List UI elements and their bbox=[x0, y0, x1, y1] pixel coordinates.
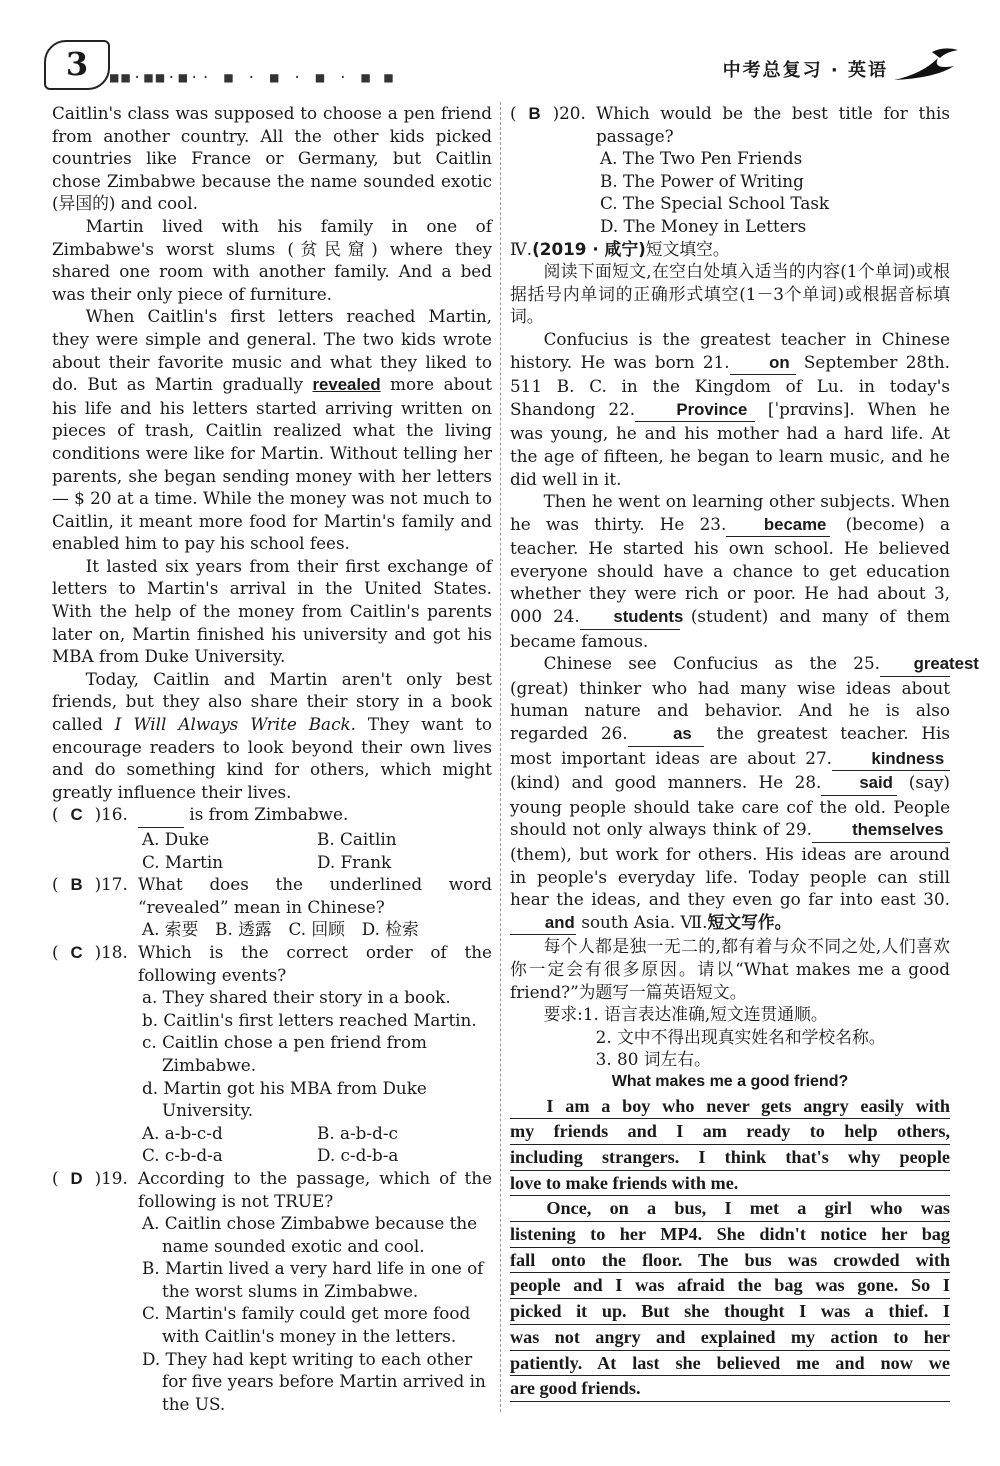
essay-title: What makes me a good friend? bbox=[611, 1072, 849, 1090]
event-item: b. Caitlin's first letters reached Martin. bbox=[142, 1009, 477, 1030]
underlined-word: revealed bbox=[312, 375, 381, 395]
question-16: ( C )16. is from Zimbabwe. A. Duke B. Caitlin C. Martin D. Frank bbox=[52, 803, 492, 873]
cloze-paragraph: Then he went on learning other subjects. When he was thirty. He 23. became (become) a teacher. He started his own school. He believed everyone should have a chance to get education whether they were rich or poor. He had about 3, 000 24. students (student) and many of them became famous. bbox=[510, 491, 950, 651]
essay-line: including strangers. I think that's why people bbox=[510, 1145, 950, 1171]
option: B. The Power of Writing bbox=[600, 170, 804, 191]
answer-17: B bbox=[70, 875, 83, 895]
option: C. Martin's family could get more food with Caitlin's money in the letters. bbox=[142, 1303, 471, 1347]
question-20: ( B )20. Which would be the best title for this passage? A. The Two Pen Friends B. The Power of Writing C. The Special School Task D. The Money in Letters bbox=[510, 103, 950, 236]
essay-line: picked it up. But she thought I was a thief. I bbox=[510, 1299, 950, 1325]
passage-paragraph: Martin lived with his family in one of Zimbabwe's worst slums (贫民窟) where they shared one room with another family. And a bed was their only piece of furniture. bbox=[52, 215, 492, 304]
essay-line: people and I was afraid the bag was gone. So I bbox=[510, 1273, 950, 1299]
section-7-heading: Ⅶ.短文写作。 bbox=[680, 911, 792, 932]
essay-line: patiently. At last she believed me and now we bbox=[510, 1351, 950, 1377]
option: D. They had kept writing to each other for five years before Martin arrived in the US. bbox=[142, 1348, 486, 1414]
header-title: 中考总复习 · 英语 bbox=[722, 60, 888, 81]
option: B. a-b-d-c bbox=[317, 1122, 398, 1143]
option: A. Duke bbox=[142, 829, 210, 849]
decorative-dots: ■■·■■·■·· ■ · ■ · ■ · ■ ■ bbox=[110, 70, 396, 86]
option: C. The Special School Task bbox=[600, 193, 830, 214]
blank-28: said bbox=[821, 772, 897, 796]
question-17: ( B )17. What does the underlined word “revealed” mean in Chinese? A. 索要 B. 透露 C. 回顾 D. 检索 bbox=[52, 874, 492, 940]
book-title: I Will Always Write Back bbox=[114, 714, 351, 735]
right-column bbox=[510, 102, 979, 1402]
option: B. Caitlin bbox=[317, 829, 397, 849]
cloze-paragraph: Confucius is the greatest teacher in Chinese history. He was born 21. on September 28th. 511 B. C. in the Kingdom of Lu. in today's Shandong 22. Province [ˈprɑvins]. When he was young, he and his mother had a hard life. At the age of fifteen, he began to learn music, and he did well in it. bbox=[510, 328, 950, 489]
essay-line: listening to her MP4. She didn't notice her bag bbox=[510, 1222, 950, 1248]
option: D. c-d-b-a bbox=[317, 1145, 399, 1166]
answer-16: C bbox=[70, 805, 83, 825]
essay-line: was not angry and explained my action to her bbox=[510, 1325, 950, 1351]
requirement: 2. 文中不得出现真实姓名和学校名称。 bbox=[595, 1026, 886, 1047]
passage-paragraph: Today, Caitlin and Martin aren't only best friends, but they also share their story in a book called I Will Always Write Back. They want to encourage readers to look beyond their own lives and do something kind for others, which might greatly influence their lives. bbox=[52, 668, 492, 802]
section-7-instructions: 每个人都是独一无二的,都有着与众不同之处,人们喜欢你一定会有很多原因。请以“What makes me a good friend?”为题写一篇英语短文。 bbox=[510, 936, 950, 1002]
answer-blank bbox=[138, 804, 184, 828]
passage-paragraph: It lasted six years from their first exchange of letters to Martin's arrival in the United States. With the help of the money from Caitlin's parents later on, Martin finished his university and got his MBA from Duke University. bbox=[52, 555, 492, 667]
option: A. The Two Pen Friends bbox=[600, 148, 803, 169]
options-line: A. 索要 B. 透露 C. 回顾 D. 检索 bbox=[142, 919, 419, 940]
section-4-instructions: 阅读下面短文,在空白处填入适当的内容(1个单词)或根据括号内单词的正确形式填空(1－3个单词)或根据音标填词。 bbox=[510, 261, 950, 327]
passage-paragraph: Caitlin's class was supposed to choose a pen friend from another country. All the other kids picked countries like France or Germany, but Caitlin chose Zimbabwe because the name sounded exotic (异国的) and cool. bbox=[52, 103, 492, 214]
blank-24: students bbox=[580, 606, 680, 630]
essay-line: I am a boy who never gets angry easily with bbox=[510, 1094, 950, 1120]
essay-line: fall onto the floor. The bus was crowded with bbox=[510, 1248, 950, 1274]
answer-20: B bbox=[528, 104, 541, 123]
blank-29: themselves bbox=[812, 819, 950, 843]
blank-27: kindness bbox=[832, 748, 950, 772]
question-19: ( D )19. According to the passage, which of the following is not TRUE? A. Caitlin chose Zimbabwe because the name sounded exotic and cool. B. Martin lived a very hard life in one of the worst slums in Zimbabwe. C. Martin's family could get more food with Caitlin's money in the letters. D. They had kept writing to each other for five years before Martin arrived in the US. bbox=[52, 1167, 492, 1414]
event-item: c. Caitlin chose a pen friend from Zimbabwe. bbox=[142, 1032, 427, 1075]
option: A. a-b-c-d bbox=[142, 1122, 223, 1143]
left-column bbox=[52, 102, 492, 1415]
answer-19: D bbox=[70, 1168, 83, 1188]
essay-line: love to make friends with me. bbox=[510, 1171, 950, 1197]
essay-answer bbox=[510, 1094, 950, 1402]
option: D. Frank bbox=[317, 851, 392, 872]
blank-25: greatest bbox=[880, 653, 950, 677]
essay-line: my friends and I am ready to help others, bbox=[510, 1119, 950, 1145]
blank-26: as bbox=[628, 723, 704, 747]
essay-line: are good friends. bbox=[510, 1376, 950, 1402]
blank-21: on bbox=[730, 352, 796, 376]
blank-30: and bbox=[510, 912, 576, 936]
blank-22: Province bbox=[635, 399, 755, 423]
bird-swoosh-icon bbox=[892, 44, 962, 84]
event-item: d. Martin got his MBA from Duke University. bbox=[142, 1077, 427, 1121]
requirement: 要求:1. 语言表达准确,短文连贯通顺。 bbox=[543, 1004, 828, 1025]
option: D. The Money in Letters bbox=[600, 215, 807, 236]
essay-line: Once, on a bus, I met a girl who was bbox=[510, 1196, 950, 1222]
section-4-heading: Ⅳ.(2019 · 咸宁)短文填空。 bbox=[510, 238, 730, 259]
page-number: 3 bbox=[44, 40, 110, 90]
passage-paragraph: When Caitlin's first letters reached Martin, they were simple and general. The two kids wrote about their favorite music and what they liked to do. But as Martin gradually revealed more about his life and his letters started arriving written on pieces of trash, Caitlin realized what the living conditions were like for Martin. Without telling her parents, she began sending money with her letters— $ 20 at a time. While the money was not much to Caitlin, it meant more food for Martin's family and enabled him to pay his school fees. bbox=[52, 306, 492, 554]
option: C. c-b-d-a bbox=[142, 1145, 223, 1166]
requirement: 3. 80 词左右。 bbox=[595, 1049, 711, 1070]
option: B. Martin lived a very hard life in one of the worst slums in Zimbabwe. bbox=[142, 1258, 484, 1301]
option: C. Martin bbox=[142, 851, 224, 872]
option: A. Caitlin chose Zimbabwe because the name sounded exotic and cool. bbox=[142, 1213, 478, 1256]
column-divider bbox=[500, 102, 501, 1412]
page-header bbox=[0, 0, 1000, 100]
event-item: a. They shared their story in a book. bbox=[142, 987, 451, 1008]
answer-18: C bbox=[70, 942, 83, 962]
cloze-paragraph: Chinese see Confucius as the 25. greatest (great) thinker who had many wise ideas about human nature and behavior. And he is also regarded 26. as the greatest teacher. His most important ideas are about 27. kindness (kind) and good manners. He 28. said (say) young people should take care cof the old. People should not only always think of 29. themselves (them), but work for others. His ideas are around in people's everyday life. Today people can still hear the ideas, and they even go far into east 30.and south Asia. Ⅶ.短文写作。 bbox=[510, 652, 950, 935]
question-18: ( C )18. Which is the correct order of the following events? a. They shared their story in a book. b. Caitlin's first letters reached Martin. c. Caitlin chose a pen friend from Zimbabwe. d. Martin got his MBA from Duke University. A. a-b-c-d B. a-b-d-c C. c-b-d-a D. c-d-b-a bbox=[52, 941, 492, 1166]
blank-23: became bbox=[726, 514, 830, 538]
